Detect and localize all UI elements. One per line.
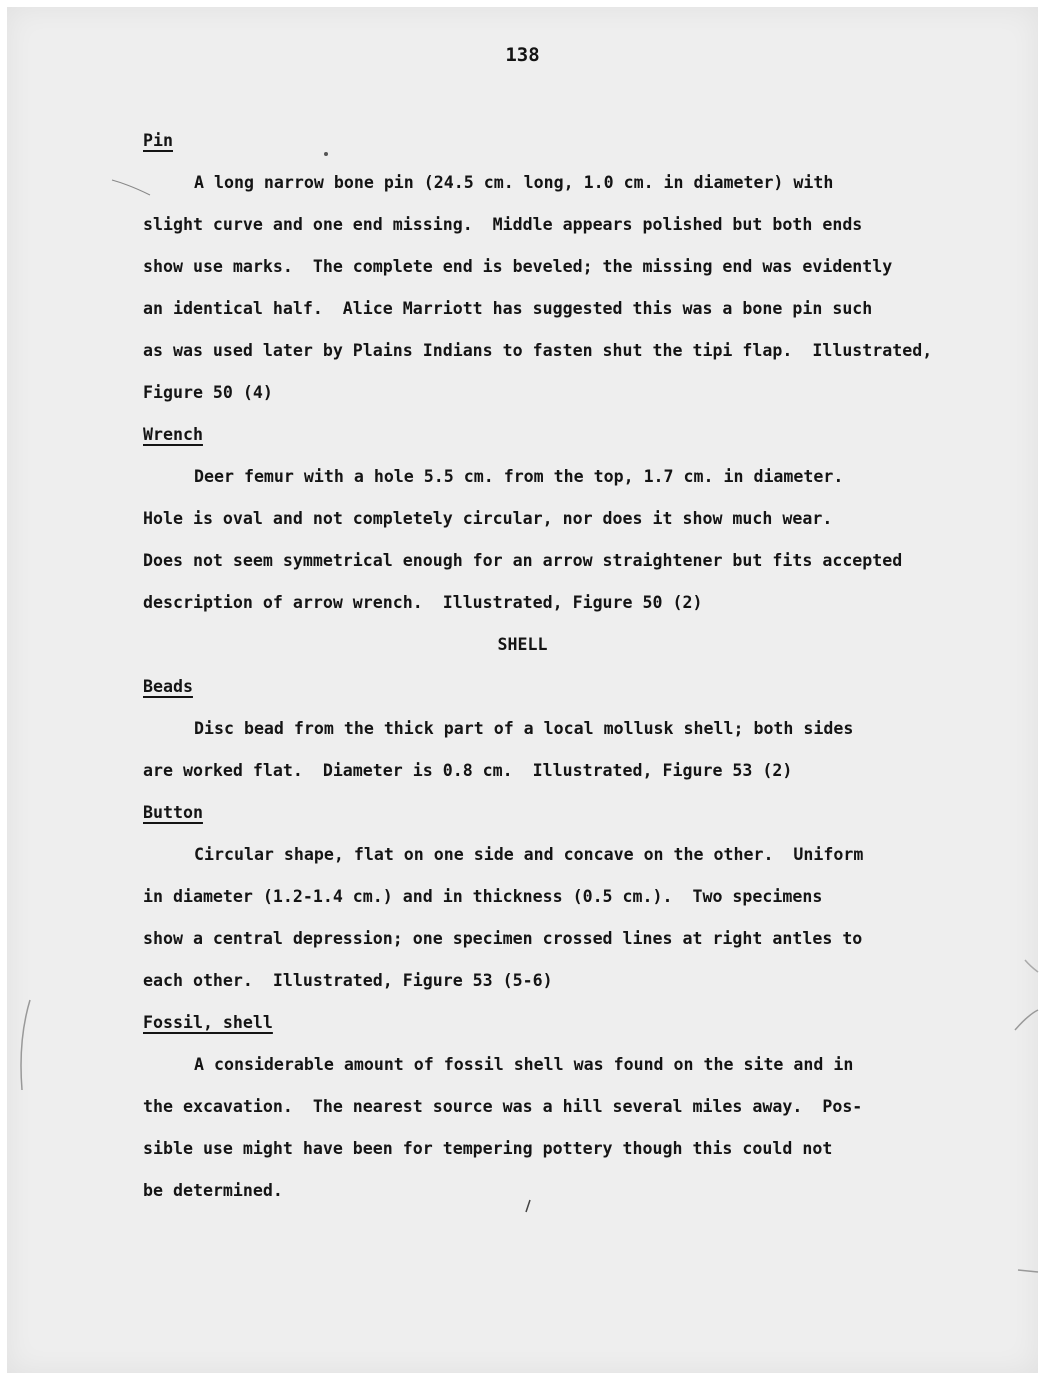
paragraph-line: each other. Illustrated, Figure 53 (5-6) — [143, 971, 553, 990]
paragraph-line: the excavation. The nearest source was a hill several miles away. Pos- — [143, 1097, 863, 1116]
page-number: 138 — [505, 44, 540, 66]
paragraph-line: Disc bead from the thick part of a local mollusk shell; both sides — [194, 719, 854, 738]
paragraph-line: are worked flat. Diameter is 0.8 cm. Illustrated, Figure 53 (2) — [143, 761, 793, 780]
paragraph-line: description of arrow wrench. Illustrated, Figure 50 (2) — [143, 593, 703, 612]
paragraph-line: slight curve and one end missing. Middle appears polished but both ends — [143, 215, 863, 234]
section-heading-button: Button — [143, 803, 203, 822]
paragraph-line: A long narrow bone pin (24.5 cm. long, 1.0 cm. in diameter) with — [194, 173, 834, 192]
section-heading-pin: Pin — [143, 131, 173, 150]
paragraph-line: A considerable amount of fossil shell was found on the site and in — [194, 1055, 854, 1074]
paragraph-line: Does not seem symmetrical enough for an arrow straightener but fits accepted — [143, 551, 903, 570]
section-heading-fossil-shell: Fossil, shell — [143, 1013, 273, 1032]
paragraph-line: Hole is oval and not completely circular, nor does it show much wear. — [143, 509, 833, 528]
paragraph-line: as was used later by Plains Indians to fasten shut the tipi flap. Illustrated, — [143, 341, 933, 360]
paragraph-line: be determined. — [143, 1181, 283, 1200]
paragraph-line: in diameter (1.2-1.4 cm.) and in thickness (0.5 cm.). Two specimens — [143, 887, 823, 906]
section-heading-beads: Beads — [143, 677, 193, 696]
paragraph-line: Deer femur with a hole 5.5 cm. from the top, 1.7 cm. in diameter. — [194, 467, 844, 486]
paragraph-line: sible use might have been for tempering pottery though this could not — [143, 1139, 833, 1158]
section-title-shell: SHELL — [497, 635, 548, 654]
section-heading-wrench: Wrench — [143, 425, 203, 444]
paragraph-line: an identical half. Alice Marriott has suggested this was a bone pin such — [143, 299, 873, 318]
paragraph-line: show a central depression; one specimen crossed lines at right antles to — [143, 929, 863, 948]
paragraph-line: Circular shape, flat on one side and concave on the other. Uniform — [194, 845, 864, 864]
paragraph-line: Figure 50 (4) — [143, 383, 273, 402]
paragraph-line: show use marks. The complete end is beveled; the missing end was evidently — [143, 257, 893, 276]
